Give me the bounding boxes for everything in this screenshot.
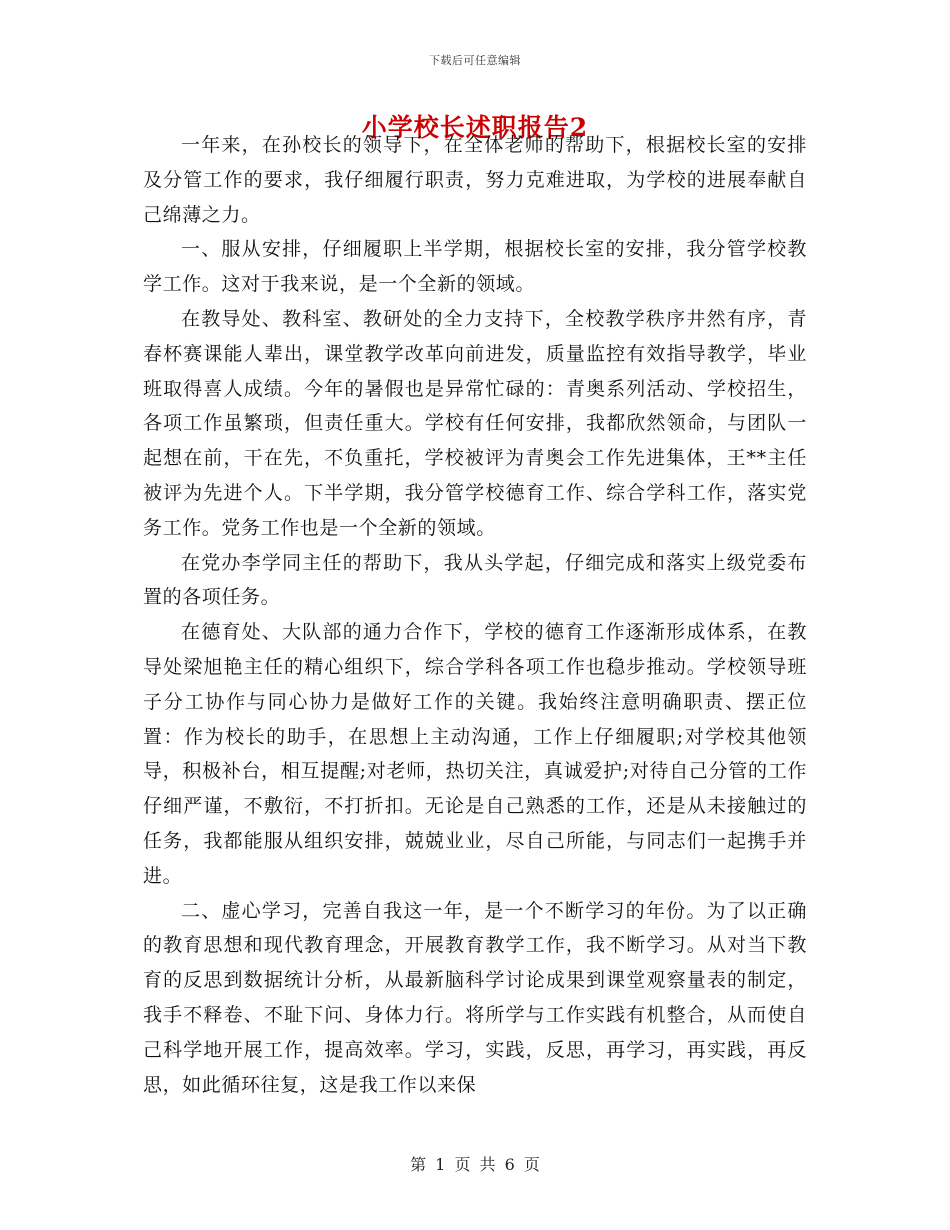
paragraph-section-one: 一、服从安排，仔细履职上半学期，根据校长室的安排，我分管学校教学工作。这对于我来说，是一个全新的领域。 bbox=[143, 238, 807, 296]
document-title: 小学校长述职报告2 bbox=[361, 113, 589, 142]
paragraph-party-work: 在党办李学同主任的帮助下，我从头学起，仔细完成和落实上级党委布置的各项任务。 bbox=[143, 551, 807, 609]
page-number: 第 1 页 共 6 页 bbox=[410, 1155, 540, 1174]
paragraph-moral-education: 在德育处、大队部的通力合作下，学校的德育工作逐渐形成体系，在教导处梁旭艳主任的精心组织下，综合学科各项工作也稳步推动。学校领导班子分工协作与同心协力是做好工作的关键。我始终注意明确职责、摆正位置：作为校长的助手，在思想上主动沟通，工作上仔细履职;对学校其他领导，积极补台，相互提醒;对老师，热切关注，真诚爱护;对待自己分管的工作仔细严谨，不敷衍，不打折扣。无论是自己熟悉的工作，还是从未接触过的任务，我都能服从组织安排，兢兢业业，尽自己所能，与同志们一起携手并进。 bbox=[143, 621, 807, 887]
page-header-note: 下载后可任意编辑 bbox=[429, 54, 521, 67]
paragraph-intro: 一年来，在孙校长的领导下，在全体老师的帮助下，根据校长室的安排及分管工作的要求，我仔细履行职责，努力克难进取，为学校的进展奉献自己绵薄之力。 bbox=[143, 134, 807, 226]
paragraph-section-two: 二、虚心学习，完善自我这一年，是一个不断学习的年份。为了以正确的教育思想和现代教育理念，开展教育教学工作，我不断学习。从对当下教育的反思到数据统计分析，从最新脑科学讨论成果到课堂观察量表的制定，我手不释卷、不耻下问、身体力行。将所学与工作实践有机整合，从而使自己科学地开展工作，提高效率。学习，实践，反思，再学习，再实践，再反思，如此循环往复，这是我工作以来保 bbox=[143, 899, 807, 1096]
paragraph-teaching-work: 在教导处、教科室、教研处的全力支持下，全校教学秩序井然有序，青春杯赛课能人辈出，课堂教学改革向前进发，质量监控有效指导教学，毕业班取得喜人成绩。今年的暑假也是异常忙碌的：青奥系列活动、学校招生，各项工作虽繁琐，但责任重大。学校有任何安排，我都欣然领命，与团队一起想在前，干在先，不负重托，学校被评为青奥会工作先进集体，王**主任被评为先进个人。下半学期，我分管学校德育工作、综合学科工作，落实党务工作。党务工作也是一个全新的领域。 bbox=[143, 307, 807, 539]
document-body bbox=[143, 128, 807, 1102]
